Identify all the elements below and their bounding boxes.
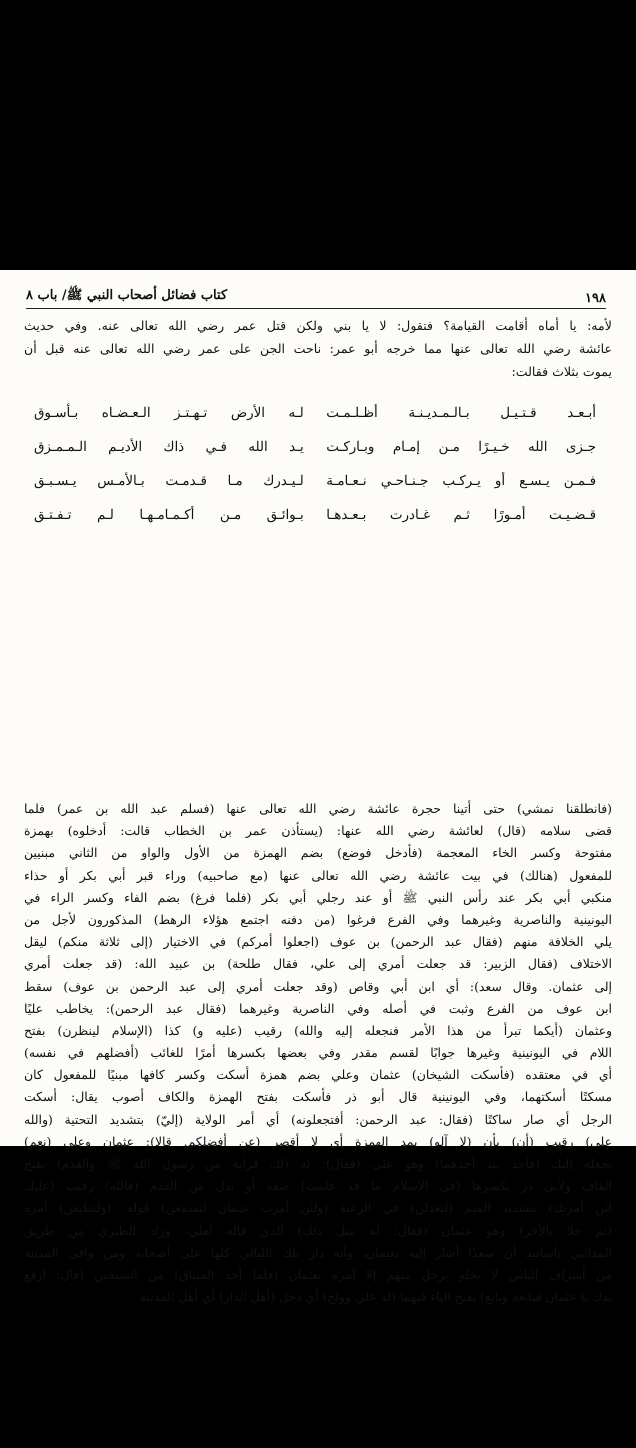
text-line: قضى سلامه (قال) لعائشة رضي الله عنها: (يستأذن عمر بن الخطاب قالت: أدخلوه) بهمزة xyxy=(24,823,612,839)
book-title: كتاب فضائل أصحاب النبي ﷺ/ باب ٨ xyxy=(26,288,228,303)
text-line: وعثمان (أيكما تبرأ من هذا الأمر فنجعله إليه والله) رقيب (عليه و) كذا (الإسلام لينظرن) بفتح xyxy=(24,1022,612,1038)
opening-paragraph xyxy=(24,314,612,383)
page-number: ١٩٨ xyxy=(585,291,606,306)
text-line: إلى عثمان. وقال سعد): أي ابن أبي وقاص (وقد جعلت أمري إلى عبد الرحمن بن عوف) سقط xyxy=(24,978,612,994)
text-line: المدائني بأسانيد أن سعدًا أشار إليه بعثمان، وأنه دار تلك الليالي كلها على أصحابه ومن وافى المدينة xyxy=(24,1244,612,1260)
text-line: للمفعول (هنالك) في بيت عائشة رضي الله تعالى عنها (مع صاحبيه) وراء قبر أبي بكر أو حذاء xyxy=(24,867,612,883)
text-line: ابن عوف من الفرع وثبت في أصله وفي الناصرية وغيرهما (فقال عبد الرحمن): يخاطب عليًا xyxy=(24,1000,612,1016)
text-line: القاف ولأبي ذر بكسرها (في الإسلام ما قد علمت) صفة أو بدل من القدم (فالله) رقيب (عليك xyxy=(24,1178,612,1194)
text-line: الرجل أي صار ساكتًا (فقال: عبد الرحمن: أفتجعلونه) أي أمر الولاية (إليّ) بتشديد التحتية (والله xyxy=(24,1111,612,1127)
verse-second-half: لـيـدرك مـا قـدمـت بـالأمـس يـسـبـق xyxy=(34,473,304,489)
verse-second-half: يـد الله فـي ذاك الأديـم الـمـمـزق xyxy=(34,439,304,455)
poem xyxy=(34,396,596,532)
text-line: من أشراف الناس لا يخلو برجل منهم إلا أمره بعثمان (فلما أخذ الميثاق) من الشيخين (قال: ارفع xyxy=(24,1266,612,1282)
text-line: اليونينية والناصرية وغيرهما وفي الفرع فرغوا (من دفنه اجتمع هؤلاء الرهط) المذكورون لأجل من xyxy=(24,911,612,927)
text-line: منكبي أبي بكر عند رأس النبي ﷺ أو عند رجلي أبي بكر (فلما فرغ) بضم الفاء وكسر الراء في xyxy=(24,889,612,905)
poem-verse xyxy=(34,430,596,464)
text-line: يدك يا عثمان فبايعه وبايع) بفتح الياء فيهما (له علي وولج) أي دخل (أهل الدار) أي أهل المدينة xyxy=(139,1289,612,1305)
verse-first-half: أبـعـد قـتـيـل بـالـمـديـنـة أظـلـمـت xyxy=(326,405,596,421)
text-line: (ثم خلا بالآخر) وهو عثمان (فقال: له مثل ذلك) الذي قاله لعلي، وزاد الطبري من طريق xyxy=(24,1222,612,1238)
text-line: مسكتًا أسكتهما، وفي اليونينية قال أبو ذر فأسكت بفتح الهمزة والكاف أصوب يقال: أسكت xyxy=(24,1089,612,1105)
text-line: لئن أمرتك) بتشديد الميم (لتعدلن) في الرعية (ولئن أمرت عثمان لتسمعن) قوله: (ولتطيعن) أمره xyxy=(24,1200,612,1216)
text-line: أي في معتقده (فأسكت الشيخان) عثمان وعلي بضم همزة أسكت وكسر كافها مبنيًا للمفعول كان xyxy=(24,1067,612,1083)
verse-second-half: لـه الأرض تـهـتـز الـعـضـاه بـأسـوق xyxy=(34,405,304,421)
header-rule xyxy=(26,308,606,309)
book-page xyxy=(0,270,636,1305)
verse-first-half: فـمـن يـسـع أو يـركـب جـنـاحـي نـعـامـة xyxy=(326,473,596,489)
verse-first-half: قـضـيـت أمـورًا ثـم غـادرت بـعـدهـا xyxy=(326,507,596,523)
page-header xyxy=(26,284,606,306)
text-line: عائشة رضي الله تعالى عنها مما خرجه أبو عمر: ناحت الجن على عمر رضي الله تعالى عنه قبل أن xyxy=(24,341,612,356)
poem-verse xyxy=(34,498,596,532)
text-line: علي) رقيب (أن) بأن (لا آلو) بمد الهمزة أي لا أقصر (عن أفضلكم. قالا): عثمان وعلي (نعم) xyxy=(24,1133,612,1149)
text-line: الاختلاف (فقال الزبير: قد جعلت أمري إلى علي، فقال طلحة) بن عبيد الله: (قد جعلت أمري xyxy=(24,956,612,972)
verse-first-half: جـزى الله خـيـرًا مـن إمـام وبـاركـت xyxy=(326,439,596,455)
text-line: يلي الخلافة منهم (فقال عبد الرحمن) بن عوف (اجعلوا أمركم) في الاختيار (إلى ثلاثة منكم) ليقل xyxy=(24,934,612,950)
text-line: اللام في اليونينية وغيرها جوابًا لقسم مقدر وفي بعضها بكسرها أمرًا للغائب (أفضلهم في نفسه) xyxy=(24,1045,612,1061)
text-line: نجعله إليك (فأخذ بيد أحدهما) وهو علي (فقال): له (لك قرابة من رسول الله ﷺ والقدم) بفتح xyxy=(24,1156,612,1171)
text-line: مفتوحة وكسر الخاء المعجمة (فأدخل فوضع) بضم الهمزة من الأول والواو من الثاني مبنيين xyxy=(24,845,612,861)
text-line: لأمه: يا أماه أقامت القيامة؟ فتقول: لا يا بني ولكن قتل عمر رضي الله تعالى عنه. وفي حديث xyxy=(24,318,612,333)
text-line: (فانطلقنا نمشي) حتى أتينا حجرة عائشة رضي الله تعالى عنها (فسلم عبد الله بن عمر) فلما xyxy=(24,801,612,816)
text-line: يموت بثلاث فقالت: xyxy=(511,364,612,379)
poem-verse xyxy=(34,464,596,498)
verse-second-half: بـوائـق مـن أكـمـامـهـا لـم تـفـتـق xyxy=(34,507,304,523)
poem-verse xyxy=(34,396,596,430)
commentary-paragraph xyxy=(24,798,612,1308)
